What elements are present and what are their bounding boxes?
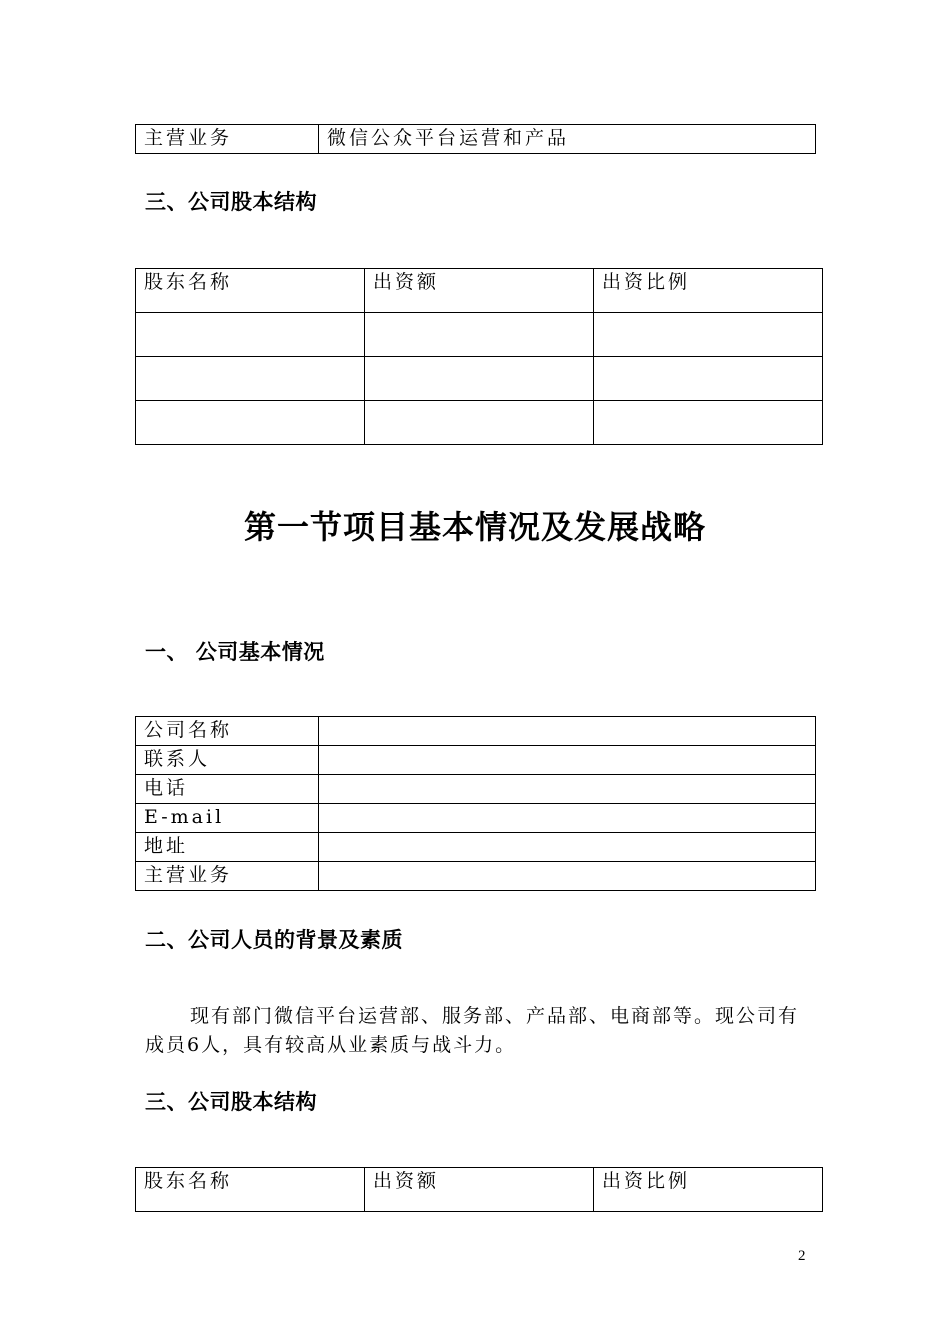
email-label: E-mail <box>136 804 319 833</box>
table-cell <box>594 357 823 401</box>
table-cell <box>136 313 365 357</box>
staff-section-heading: 二、公司人员的背景及素质 <box>145 928 403 952</box>
table-row <box>136 357 823 401</box>
header-capital-amount: 出资额 <box>365 269 594 313</box>
phone-label: 电话 <box>136 775 319 804</box>
table-cell <box>594 313 823 357</box>
main-business-label: 主营业务 <box>136 125 319 154</box>
table-cell <box>136 401 365 445</box>
table-row <box>136 833 816 862</box>
company-name-value <box>319 717 816 746</box>
table-row <box>136 313 823 357</box>
table-cell <box>365 357 594 401</box>
table-cell <box>594 401 823 445</box>
equity-table <box>135 268 823 445</box>
company-info-table <box>135 716 816 891</box>
contact-value <box>319 746 816 775</box>
main-business-table <box>135 124 816 154</box>
table-cell <box>365 313 594 357</box>
header-capital-ratio: 出资比例 <box>594 269 823 313</box>
equity-section-heading: 三、公司股本结构 <box>145 190 317 214</box>
staff-paragraph-line-1: 现有部门微信平台运营部、服务部、产品部、电商部等。现公司有 <box>190 1005 800 1027</box>
chapter-title: 第一节项目基本情况及发展战略 <box>243 508 706 546</box>
table-row <box>136 862 816 891</box>
address-value <box>319 833 816 862</box>
phone-value <box>319 775 816 804</box>
header-shareholder-name: 股东名称 <box>136 1168 365 1212</box>
main-business-value: 微信公众平台运营和产品 <box>319 125 816 154</box>
email-value <box>319 804 816 833</box>
main-business-value <box>319 862 816 891</box>
basic-info-heading: 一、 公司基本情况 <box>145 640 325 664</box>
table-cell <box>365 401 594 445</box>
table-row <box>136 775 816 804</box>
contact-label: 联系人 <box>136 746 319 775</box>
equity-section-heading-2: 三、公司股本结构 <box>145 1090 317 1114</box>
table-row <box>136 804 816 833</box>
staff-paragraph-line-2: 成员6人，具有较高从业素质与战斗力。 <box>145 1034 517 1056</box>
equity-table-2 <box>135 1167 823 1212</box>
company-name-label: 公司名称 <box>136 717 319 746</box>
main-business-label: 主营业务 <box>136 862 319 891</box>
header-capital-amount: 出资额 <box>365 1168 594 1212</box>
table-header-row <box>136 1168 823 1212</box>
page-number: 2 <box>798 1248 806 1264</box>
address-label: 地址 <box>136 833 319 862</box>
table-cell <box>136 357 365 401</box>
table-row <box>136 746 816 775</box>
table-row <box>136 717 816 746</box>
table-row <box>136 125 816 154</box>
header-shareholder-name: 股东名称 <box>136 269 365 313</box>
table-header-row <box>136 269 823 313</box>
header-capital-ratio: 出资比例 <box>594 1168 823 1212</box>
table-row <box>136 401 823 445</box>
